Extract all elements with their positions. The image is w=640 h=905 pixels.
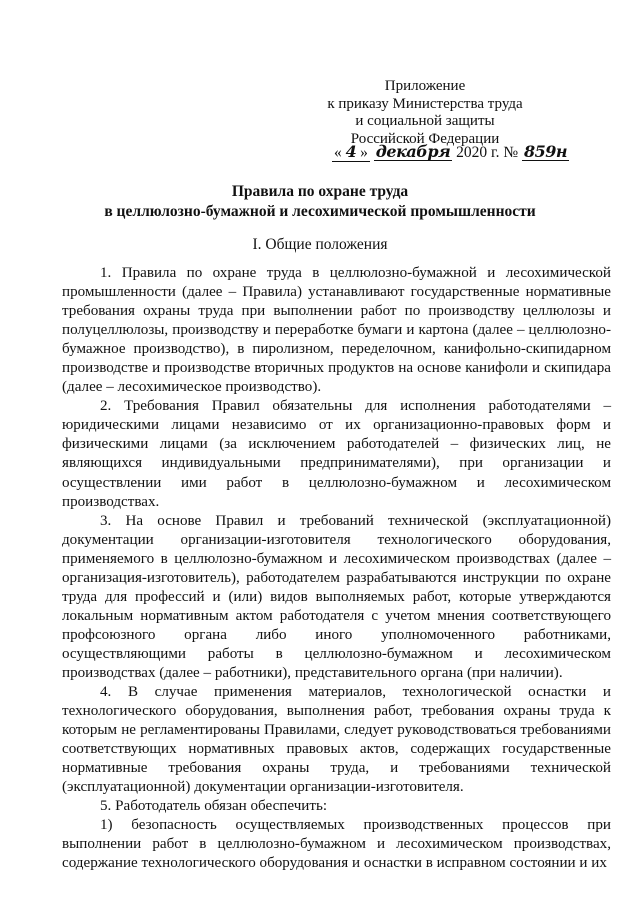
date-close-quote: »	[360, 144, 368, 161]
date-open-quote: «	[334, 144, 342, 161]
appendix-label: Приложение	[384, 78, 466, 94]
paragraph-2: 2. Требования Правил обязательны для исполнения работодателями – юридическими лицами независимо от их организационно-правовых форм и физическими лицами (за исключением работодателей – физических лиц, не являющихся индивидуальными предпринимателями), при организации и осуществлении ими работ в целлюлозно-бумажном и лесохимическом производствах.	[62, 398, 611, 510]
paragraph-4: 4. В случае применения материалов, технологической оснастки и технологического оборудования, выполнения работ, требования охраны труда к которым не регламентированы Правилами, следует руководствоваться требованиями соответствующих нормативных правовых актов, содержащих государственные нормативные требования охраны труда, и требованиями технической (эксплуатационной) документации организации-изготовителя.	[62, 684, 611, 796]
handwritten-day: 4	[345, 142, 357, 161]
paragraph-1: 1. Правила по охране труда в целлюлозно-бумажной и лесохимической промышленности (далее – Правила) устанавливают государственные нормативные требования охраны труда при выполнении работ по производству целлюлозы и полуцеллюлозы, производству и переработке бумаги и картона (далее – целлюлозно-бумажное производство), в пиролизном, переделочном, канифольно-скипидарном производстве и производстве вторичных продуктов на основе канифоли и скипидара (далее – лесохимическое производство).	[62, 265, 611, 396]
date-year-label: 2020 г. №	[456, 144, 519, 161]
paragraph-5-item-1: 1) безопасность осуществляемых производственных процессов при выполнении работ в целлюлозно-бумажном и лесохимическом производствах, содержание технологического оборудования и оснастки в исправном состоянии и их	[62, 817, 611, 872]
paragraph-5: 5. Работодатель обязан обеспечить:	[100, 798, 328, 815]
order-date-line	[332, 143, 632, 162]
document-subtitle: в целлюлозно-бумажной и лесохимической промышленности	[104, 203, 536, 220]
section-heading: I. Общие положения	[252, 236, 388, 253]
ministry-name: и социальной защиты	[355, 113, 495, 129]
appendix-header	[300, 78, 550, 148]
paragraph-3: 3. На основе Правил и требований технической (эксплуатационной) документации организации-изготовителя технологического оборудования, применяемого в целлюлозно-бумажном и лесохимическом производствах (далее – организация-изготовитель), работодателем разрабатываются инструкции по охране труда для профессий и (или) видов выполняемых работ, которые утверждаются локальным нормативным актом работодателя с учетом мнения соответствующего профсоюзного органа либо иного уполномоченного работниками, осуществляющими работы в целлюлозно-бумажном и лесохимическом производствах (далее – работники), представительного органа (при наличии).	[62, 512, 611, 681]
order-reference: к приказу Министерства труда	[327, 95, 523, 112]
country-name: Российской Федерации	[350, 130, 500, 147]
handwritten-month: декабря	[375, 142, 451, 161]
document-body	[62, 264, 611, 874]
handwritten-order-number: 859н	[524, 142, 568, 161]
document-title: Правила по охране труда	[231, 183, 409, 200]
